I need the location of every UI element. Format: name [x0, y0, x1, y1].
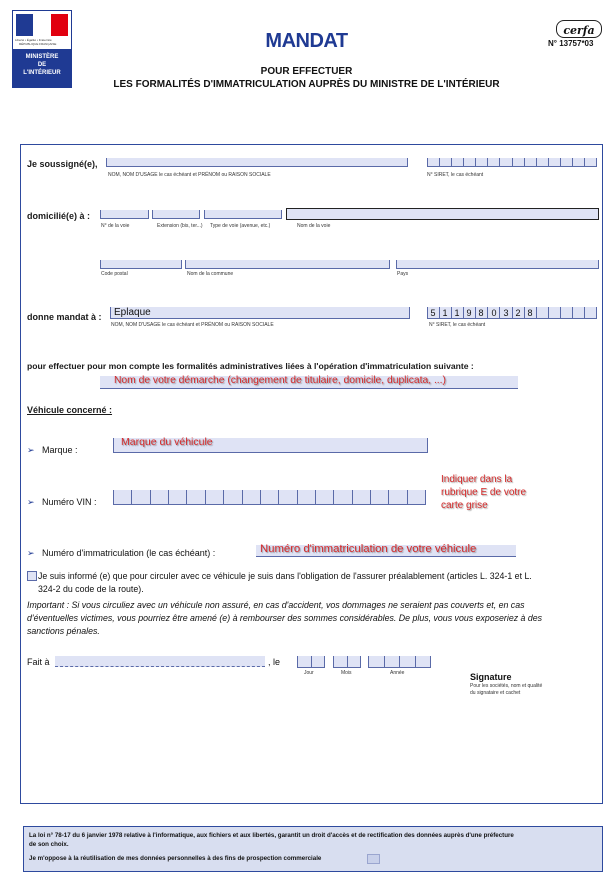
siret-digit: 1	[442, 308, 448, 318]
street-name-caption: Nom de la voie	[297, 223, 331, 229]
siret-digit: 9	[466, 308, 472, 318]
street-type-input[interactable]	[204, 210, 282, 219]
operation-label: pour effectuer pour mon compte les formalités administratives liées à l'opération d'immatriculation suivante :	[27, 361, 474, 371]
logo-line-1: MINISTÈRE	[25, 54, 59, 60]
mandataire-siret-caption: N° SIRET, le cas échéant	[429, 322, 486, 328]
operation-annotation: Nom de votre démarche (changement de titulaire, domicile, duplicata, ...)	[114, 375, 446, 386]
day-input[interactable]	[297, 656, 325, 668]
street-number-caption: N° de la voie	[101, 223, 130, 229]
mandataire-name-input[interactable]	[110, 307, 410, 319]
subtitle-line-1: POUR EFFECTUER	[260, 66, 353, 77]
subtitle-line-2: LES FORMALITÉS D'IMMATRICULATION AUPRÈS DU MINISTRE DE L'INTÉRIEUR	[113, 79, 500, 90]
year-caption: Année	[390, 670, 405, 676]
republic-name: RÉPUBLIQUE FRANÇAISE	[19, 42, 57, 46]
mandataire-name-caption: NOM, NOM D'USAGE le cas échéant et PRÉNOM ou RAISON SOCIALE	[111, 322, 274, 328]
day-caption: Jour	[304, 670, 314, 676]
vin-annotation-line-2: rubrique E de votre	[441, 487, 527, 498]
signature-label: Signature	[470, 672, 512, 682]
country-input[interactable]	[396, 260, 599, 269]
siret-digit: 3	[503, 308, 509, 318]
siret-digit: 1	[454, 308, 460, 318]
logo-line-2: DE	[37, 62, 47, 68]
city-caption: Nom de la commune	[187, 271, 234, 277]
month-caption: Mois	[341, 670, 352, 676]
immat-arrow-icon: ➢	[27, 548, 35, 558]
fait-label: Fait à	[27, 657, 50, 667]
cerfa-number: N° 13757*03	[548, 39, 594, 48]
vin-arrow-icon: ➢	[27, 497, 35, 507]
year-input[interactable]	[368, 656, 431, 668]
siret-digit: 5	[430, 308, 436, 318]
cerfa-logo-text: cerfa	[563, 24, 595, 37]
mandataire-name-value: Eplaque	[114, 307, 151, 318]
important-line-2: d'éventuelles victimes, vous pourriez être amené (e) à rembourser des sommes considérables. De plus, vous vous exposeriez à des	[27, 613, 543, 623]
page-title: MANDAT	[265, 30, 348, 52]
street-extension-caption: Extension (bis, ter...)	[157, 223, 203, 229]
insurance-text-line-1: Je suis informé (e) que pour circuler avec ce véhicule je suis dans l'obligation de l'assurer préalablement (articles L. 324-1 et L.	[38, 571, 532, 581]
signature-caption-line-2: du signataire et cachet	[470, 690, 521, 696]
insurance-text-line-2: 324-2 du code de la route).	[38, 584, 144, 594]
siret-digit: 0	[491, 308, 497, 318]
city-input[interactable]	[185, 260, 390, 269]
form-frame	[20, 144, 603, 804]
soussigne-siret-caption: N° SIRET, le cas échéant	[427, 172, 484, 178]
siret-digit: 2	[515, 308, 521, 318]
street-number-input[interactable]	[100, 210, 149, 219]
immat-annotation: Numéro d'immatriculation de votre véhicule	[260, 543, 477, 555]
siret-digit: 8	[478, 308, 484, 318]
important-line-1: Important : Si vous circuliez avec un véhicule non assuré, en cas d'accident, vos dommages ne seraient pas couverts et, en cas	[27, 600, 525, 610]
important-line-3: sanctions pénales.	[27, 626, 100, 636]
footer-line-2: Je m'oppose à la réutilisation de mes données personnelles à des fins de prospection commerciale	[29, 855, 322, 862]
cerfa-logo	[556, 20, 602, 38]
vin-label: Numéro VIN :	[42, 497, 97, 507]
month-input[interactable]	[333, 656, 361, 668]
footer-line-1b: de son choix.	[29, 841, 69, 848]
vin-input[interactable]	[113, 490, 426, 505]
insurance-checkbox[interactable]	[27, 571, 37, 581]
street-type-caption: Type de voie (avenue, etc.)	[210, 223, 271, 229]
country-caption: Pays	[397, 271, 409, 277]
vin-annotation-line-3: carte grise	[441, 500, 488, 511]
vin-annotation-line-1: Indiquer dans la	[441, 474, 513, 485]
prospection-checkbox[interactable]	[367, 854, 380, 864]
postal-code-input[interactable]	[100, 260, 182, 269]
postal-code-caption: Code postal	[101, 271, 128, 277]
marque-label: Marque :	[42, 445, 78, 455]
footer-line-1: La loi n° 78-17 du 6 janvier 1978 relative à l'informatique, aux fichiers et aux libertés, garantit un droit d'accès et de rectification des données auprès d'une préfecture	[29, 832, 514, 839]
fait-input[interactable]	[55, 656, 265, 667]
marque-arrow-icon: ➢	[27, 445, 35, 455]
soussigne-name-caption: NOM, NOM D'USAGE le cas échéant et PRÉNOM ou RAISON SOCIALE	[108, 172, 271, 178]
street-name-input[interactable]	[286, 208, 599, 220]
le-label: , le	[268, 657, 281, 667]
soussigne-name-input[interactable]	[106, 158, 408, 167]
vehicule-heading: Véhicule concerné :	[27, 405, 113, 415]
domicilie-label: domicilié(e) à :	[27, 211, 91, 221]
signature-caption-line-1: Pour les sociétés, nom et qualité	[470, 683, 543, 689]
siret-digit: 8	[527, 308, 533, 318]
republic-motto: Liberté • Égalité • Fraternité	[15, 38, 52, 42]
immat-label: Numéro d'immatriculation (le cas échéant) :	[42, 548, 216, 558]
marque-annotation: Marque du véhicule	[121, 436, 213, 448]
soussigne-label: Je soussigné(e),	[27, 159, 98, 169]
street-extension-input[interactable]	[152, 210, 200, 219]
mandat-label: donne mandat à :	[27, 312, 102, 322]
soussigne-siret-input[interactable]	[427, 158, 597, 167]
logo-line-3: L'INTÉRIEUR	[23, 70, 61, 76]
